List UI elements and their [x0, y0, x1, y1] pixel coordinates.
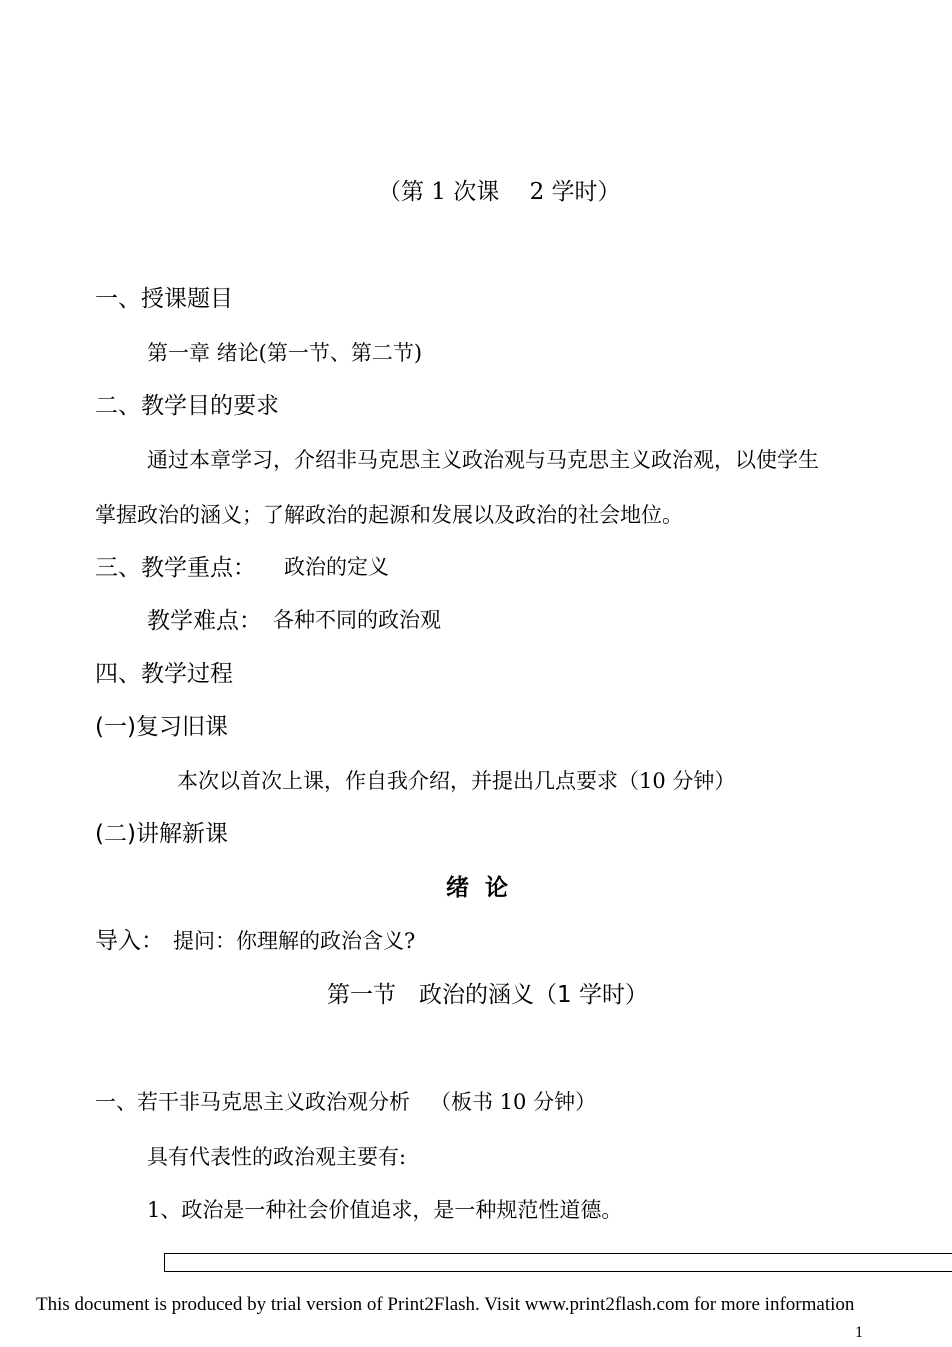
goals-line-1: 通过本章学习，介绍非马克思主义政治观与马克思主义政治观，以使学生: [147, 448, 819, 472]
goals-heading: 二、教学目的要求: [95, 393, 279, 419]
footer-rule-box: [164, 1253, 952, 1272]
analysis-heading: 一、若干非马克思主义政治观分析: [95, 1090, 410, 1114]
new-lesson-heading: (二)讲解新课: [95, 821, 228, 847]
key-point-text: 政治的定义: [284, 555, 389, 579]
analysis-heading-note: （板书 10 分钟）: [430, 1090, 597, 1114]
topic-text: 第一章 绪论(第一节、第二节): [147, 341, 423, 365]
difficulty-heading: 教学难点：: [147, 608, 262, 634]
review-text: 本次以首次上课，作自我介绍，并提出几点要求（10 分钟）: [177, 769, 736, 793]
process-heading: 四、教学过程: [95, 661, 233, 687]
lesson-info: （第 1 次课 2 学时）: [378, 179, 621, 205]
topic-heading: 一、授课题目: [95, 286, 233, 312]
views-intro: 具有代表性的政治观主要有:: [147, 1145, 407, 1169]
difficulty-text: 各种不同的政治观: [273, 608, 441, 632]
section-1-title: 第一节 政治的涵义（1 学时）: [327, 982, 648, 1008]
trial-notice: This document is produced by trial version of Print2Flash. Visit www.print2flash.com for more information: [36, 1294, 855, 1315]
key-point-heading: 三、教学重点：: [95, 555, 256, 581]
introduction-title: 绪 论: [446, 875, 509, 901]
view-item-1: 1、政治是一种社会价值追求，是一种规范性道德。: [147, 1198, 623, 1222]
goals-line-2: 掌握政治的涵义；了解政治的起源和发展以及政治的社会地位。: [95, 503, 683, 527]
lead-in-text: 提问：你理解的政治含义?: [173, 929, 416, 953]
page-number: 1: [855, 1324, 863, 1341]
review-heading: (一)复习旧课: [95, 714, 228, 740]
lead-in-label: 导入：: [95, 928, 164, 954]
